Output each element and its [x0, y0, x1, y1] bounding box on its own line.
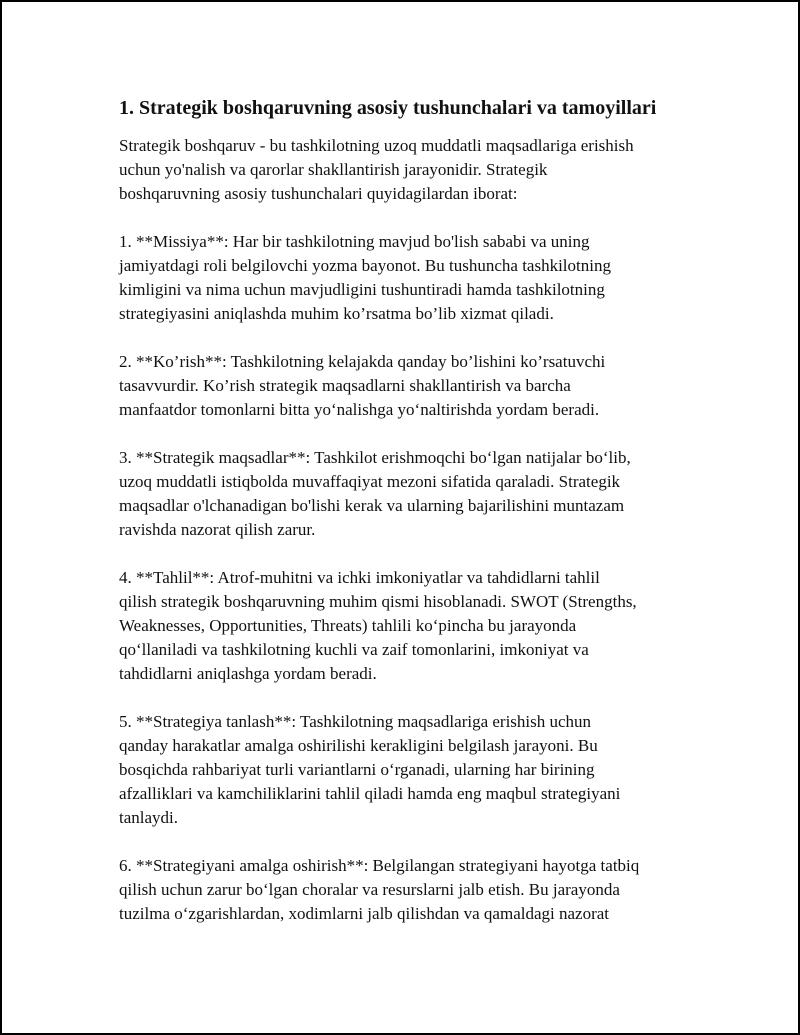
paragraph-line: tanlaydi. [119, 808, 179, 827]
paragraph-line: qilish uchun zarur bo‘lgan choralar va resurslarni jalb etish. Bu jarayonda [119, 880, 620, 899]
paragraph-line: uchun yo'nalish va qarorlar shakllantirish jarayonidir. Strategik [119, 160, 548, 179]
paragraph-line: boshqaruvning asosiy tushunchalari quyidagilardan iborat: [119, 184, 518, 203]
paragraph-line: strategiyasini aniqlashda muhim ko’rsatma bo’lib xizmat qiladi. [119, 304, 554, 323]
paragraph-line: maqsadlar o'lchanadigan bo'lishi kerak va ularning bajarilishini muntazam [119, 496, 625, 515]
tahlil-paragraph [119, 566, 719, 686]
paragraph-line: bosqichda rahbariyat turli variantlarni o‘rganadi, ularning har birining [119, 760, 595, 779]
paragraph-line: Strategik boshqaruv - bu tashkilotning uzoq muddatli maqsadlariga erishish [119, 136, 634, 155]
paragraph-line: qo‘llaniladi va tashkilotning kuchli va zaif tomonlarini, imkoniyat va [119, 640, 589, 659]
paragraph-line: tahdidlarni aniqlashga yordam beradi. [119, 664, 377, 683]
paragraph-line: kimligini va nima uchun mavjudligini tushuntiradi hamda tashkilotning [119, 280, 605, 299]
paragraph-line: ravishda nazorat qilish zarur. [119, 520, 316, 539]
paragraph-line: uzoq muddatli istiqbolda muvaffaqiyat mezoni sifatida qaraladi. Strategik [119, 472, 621, 491]
document-content [119, 94, 719, 950]
paragraph-line: tasavvurdir. Ko’rish strategik maqsadlarni shakllantirish va barcha [119, 376, 571, 395]
korish-paragraph [119, 350, 719, 422]
paragraph-line: tuzilma o‘zgarishlardan, xodimlarni jalb qilishdan va qamaldagi nazorat [119, 904, 610, 923]
paragraph-line: Weaknesses, Opportunities, Threats) tahlili ko‘pincha bu jarayonda [119, 616, 577, 635]
intro-paragraph [119, 134, 719, 206]
paragraph-line: 5. **Strategiya tanlash**: Tashkilotning maqsadlariga erishish uchun [119, 712, 592, 731]
strategik-maqsadlar-paragraph [119, 446, 719, 542]
paragraph-line: afzalliklari va kamchiliklarini tahlil qiladi hamda eng maqbul strategiyani [119, 784, 621, 803]
document-title: 1. Strategik boshqaruvning asosiy tushunchalari va tamoyillari [119, 97, 657, 119]
paragraph-line: jamiyatdagi roli belgilovchi yozma bayonot. Bu tushuncha tashkilotning [119, 256, 611, 275]
paragraph-line: 4. **Tahlil**: Atrof-muhitni va ichki imkoniyatlar va tahdidlarni tahlil [119, 568, 600, 587]
paragraph-line: qilish strategik boshqaruvning muhim qismi hisoblanadi. SWOT (Strengths, [119, 592, 637, 611]
paragraph-line: 2. **Ko’rish**: Tashkilotning kelajakda qanday bo’lishini ko’rsatuvchi [119, 352, 606, 371]
missiya-paragraph [119, 230, 719, 326]
strategiyani-amalga-oshirish-paragraph [119, 854, 719, 926]
paragraph-line: qanday harakatlar amalga oshirilishi kerakligini belgilash jarayoni. Bu [119, 736, 598, 755]
strategiya-tanlash-paragraph [119, 710, 719, 830]
paragraph-line: manfaatdor tomonlarni bitta yo‘nalishga yo‘naltirishda yordam beradi. [119, 400, 600, 419]
paragraph-line: 6. **Strategiyani amalga oshirish**: Belgilangan strategiyani hayotga tatbiq [119, 856, 640, 875]
paragraph-line: 1. **Missiya**: Har bir tashkilotning mavjud bo'lish sababi va uning [119, 232, 590, 251]
paragraph-line: 3. **Strategik maqsadlar**: Tashkilot erishmoqchi bo‘lgan natijalar bo‘lib, [119, 448, 631, 467]
